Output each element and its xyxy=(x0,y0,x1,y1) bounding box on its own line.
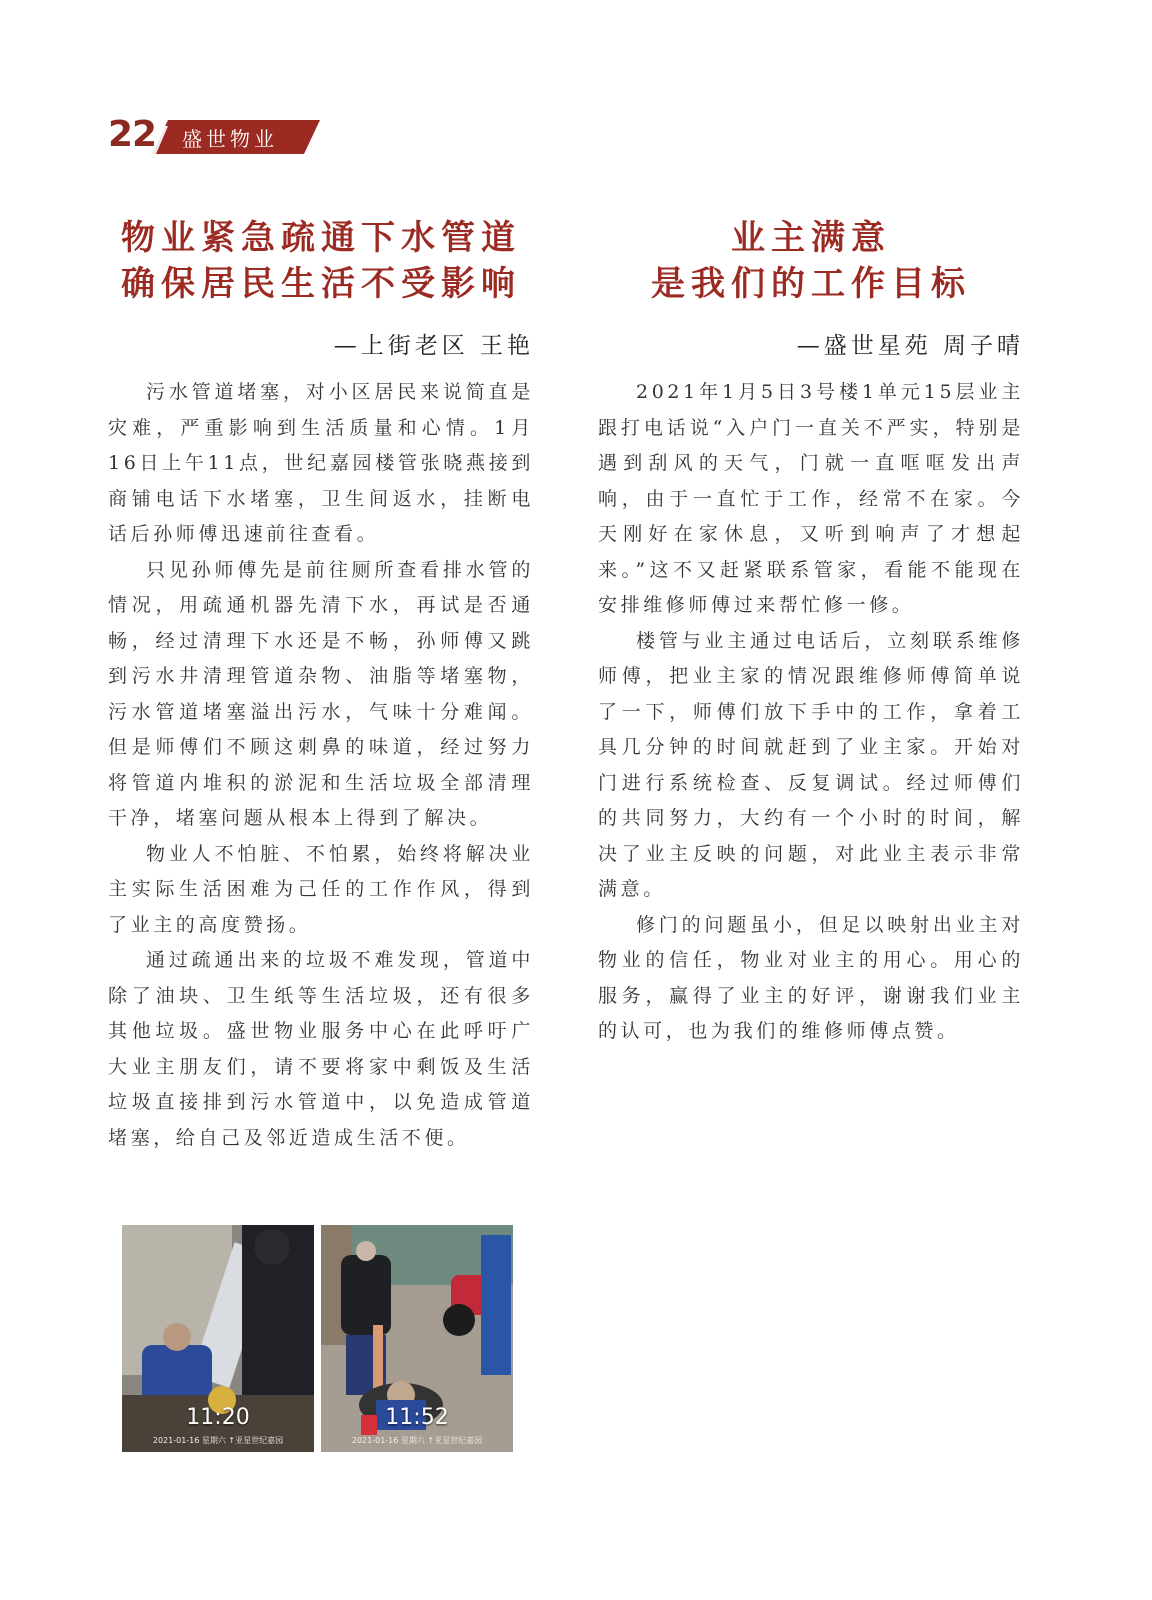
paragraph: 2021年1月5日3号楼1单元15层业主跟打电话说“入户门一直关不严实，特别是遇到刮风的天气，门就一直哐哐发出声响，由于一直忙于工作，经常不在家。今天刚好在家休息，又听到响声了才想起来。”这不又赶紧联系管家，看能不能现在安排维修师傅过来帮忙修一修。 xyxy=(598,381,1024,616)
paragraph: 楼管与业主通过电话后，立刻联系维修师傅，把业主家的情况跟维修师傅简单说了一下，师傅们放下手中的工作，拿着工具几分钟的时间就赶到了业主家。开始对门进行系统检查、反复调试。经过师傅们的共同努力，大约有一个小时的时间，解决了业主反映的问题，对此业主表示非常满意。 xyxy=(598,629,1024,900)
photo-manhole-cleaning xyxy=(321,1225,513,1452)
paragraph: 污水管道堵塞，对小区居民来说简直是灾难，严重影响到生活质量和心情。1月16日上午11点，世纪嘉园楼管张晓燕接到商铺电话下水堵塞，卫生间返水，挂断电话后孙师傅迅速前往查看。 xyxy=(108,381,534,545)
paragraph: 物业人不怕脏、不怕累，始终将解决业主实际生活困难为己任的工作作风，得到了业主的高度赞扬。 xyxy=(108,842,534,936)
right-article-body xyxy=(598,375,1024,1050)
right-article-byline: —盛世星苑 周子晴 xyxy=(796,333,1024,359)
paragraph: 修门的问题虽小，但足以映射出业主对物业的信任，物业对业主的用心。用心的服务，赢得了业主的好评，谢谢我们业主的认可，也为我们的维修师傅点赞。 xyxy=(598,913,1024,1042)
section-label: 盛世物业 xyxy=(182,127,278,151)
photo-timestamp: 11:20 xyxy=(186,1405,250,1430)
left-title-line1: 物业紧急疏通下水管道 xyxy=(121,218,521,258)
photo-bathroom-repair xyxy=(122,1225,314,1452)
right-title-line1: 业主满意 xyxy=(731,218,891,258)
photo-timestamp: 11:52 xyxy=(385,1405,449,1430)
left-article-byline: —上街老区 王艳 xyxy=(333,333,534,359)
paragraph: 只见孙师傅先是前往厕所查看排水管的情况，用疏通机器先清下水，再试是否通畅，经过清理下水还是不畅，孙师傅又跳到污水井清理管道杂物、油脂等堵塞物，污水管道堵塞溢出污水，气味十分难闻。但是师傅们不顾这刺鼻的味道，经过努力将管道内堆积的淤泥和生活垃圾全部清理干净，堵塞问题从根本上得到了解决。 xyxy=(108,558,534,829)
left-article-body xyxy=(108,375,534,1156)
right-title-line2: 是我们的工作目标 xyxy=(651,264,971,304)
right-article-title xyxy=(598,215,1024,307)
page-number: 22 xyxy=(108,114,157,155)
paragraph: 通过疏通出来的垃圾不难发现，管道中除了油块、卫生纸等生活垃圾，还有很多其他垃圾。盛世物业服务中心在此呼吁广大业主朋友们，请不要将家中剩饭及生活垃圾直接排到污水管道中，以免造成管道堵塞，给自己及邻近造成生活不便。 xyxy=(108,949,534,1149)
photo-location: 2021-01-16 星期六 ↑亚星世纪嘉园 xyxy=(351,1436,483,1445)
left-title-line2: 确保居民生活不受影响 xyxy=(121,264,521,304)
left-article-title xyxy=(108,215,534,307)
photo-location: 2021-01-16 星期六 ↑亚星世纪嘉园 xyxy=(152,1436,284,1445)
photo-strip xyxy=(122,1225,522,1452)
left-article xyxy=(108,215,534,1156)
section-tag xyxy=(152,120,320,154)
right-article xyxy=(598,215,1024,1050)
